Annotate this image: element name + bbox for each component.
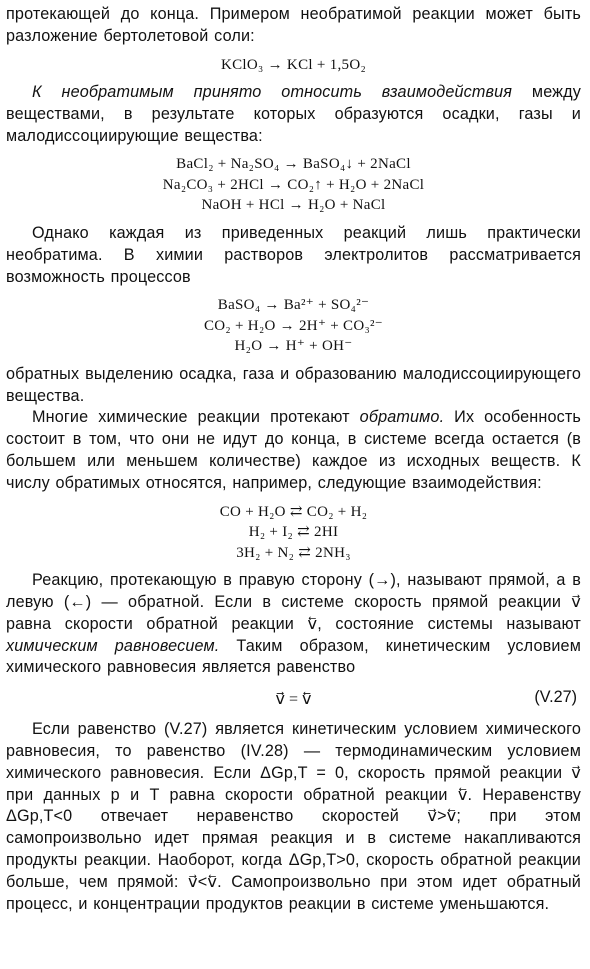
equation-block-reversible [6, 502, 581, 564]
paragraph-irreversible-rest: между веществами, в результате которых образуются осадки, газы и малодиссоциирующие вещества: [6, 83, 581, 145]
italic-term-chemical-equilibrium: химическим равновесием. [6, 636, 220, 655]
paragraph-reversible-reactions [6, 407, 581, 494]
equilibrium-text-a: Реакцию, протекающую в правую сторону (→), называют прямой, а в левую (←) — обратной. Если в системе скорость прямой реакции v⃗ равна скорости обратной реакции v⃖, состояние системы называют [6, 571, 581, 633]
equation-bacl2: BaCl₂ + Na₂SO₄ → BaSO₄↓ + 2NaCl [176, 156, 411, 173]
reversible-text-b: Их особенность состоит в том, что они не идут до конца, в системе всегда остается (в большем или меньшем количестве) каждое из исходных веществ. К числу обратимых относятся, например, следующие взаимодействия: [6, 408, 582, 492]
equation-baso4-dissolution: BaSO₄ → Ba²⁺ + SO₄²⁻ [217, 297, 370, 314]
italic-term-irreversible: К необратимым принято относить взаимодействия [32, 83, 513, 102]
paragraph-thermodynamic-condition: Если равенство (V.27) является кинетическим условием химического равновесия, то равенство (IV.28) — термодинамическим условием химического равновесия. Если ΔGp,T = 0, скорость прямой реакции v⃗ при данных p и T равна скорости обратной реакции v⃖. Неравенству ΔGp,T<0 отвечает неравенство скоростей v⃗>v⃖; при этом самопроизвольно идет прямая реакция и в системе накапливаются продукты реакции. Наоборот, когда ΔGp,T>0, скорость обратной реакции больше, чем прямой: v⃗<v⃖. Самопроизвольно при этом идет обратный процесс, и концентрации продуктов реакции в системе уменьшаются. [6, 720, 581, 913]
equation-water-dissociation: H₂O → H⁺ + OH⁻ [234, 338, 353, 355]
paragraph-practically-irreversible: Однако каждая из приведенных реакций лишь практически необратима. В химии растворов электролитов рассматривается возможность процессов [6, 223, 581, 286]
equation-block-irreversible [6, 154, 581, 216]
equilibrium-text-b: Таким образом, кинетическим условием химического равновесия является равенство [6, 636, 581, 677]
equation-co-water-gas: CO + H₂O ⇄ CO₂ + H₂ [219, 503, 368, 520]
equation-number-v27: (V.27) [534, 688, 577, 707]
equation-kclo3-decomposition: KClO₃ → KCl + 1,5O₂ [220, 56, 367, 73]
equation-ammonia-synthesis: 3H₂ + N₂ ⇄ 2NH₃ [236, 544, 351, 561]
equation-block-decomposition [6, 55, 581, 76]
equation-co2-water: CO₂ + H₂O → 2H⁺ + CO₃²⁻ [203, 317, 383, 334]
paragraph-reverse-processes: обратных выделению осадка, газа и образованию малодиссоциирующего вещества. [6, 364, 581, 405]
equation-na2co3: Na₂CO₃ + 2HCl → CO₂↑ + H₂O + 2NaCl [162, 176, 425, 193]
equation-block-reverse-processes [6, 295, 581, 357]
equation-rate-equality: v⃗ = v⃖ [275, 691, 312, 709]
equation-rate-equality-row [6, 685, 581, 713]
paragraph-intro: протекающей до конца. Примером необратимой реакции может быть разложение бертолетовой соли: [6, 5, 581, 45]
paragraph-chemical-equilibrium [6, 570, 581, 679]
reversible-text-a: Многие химические реакции протекают [32, 408, 360, 427]
italic-term-reversibly: обратимо. [359, 408, 445, 427]
equation-h2-i2: H₂ + I₂ ⇄ 2HI [248, 524, 339, 541]
paragraph-irreversible-definition [6, 82, 581, 147]
equation-naoh: NaOH + HCl → H₂O + NaCl [201, 197, 386, 214]
